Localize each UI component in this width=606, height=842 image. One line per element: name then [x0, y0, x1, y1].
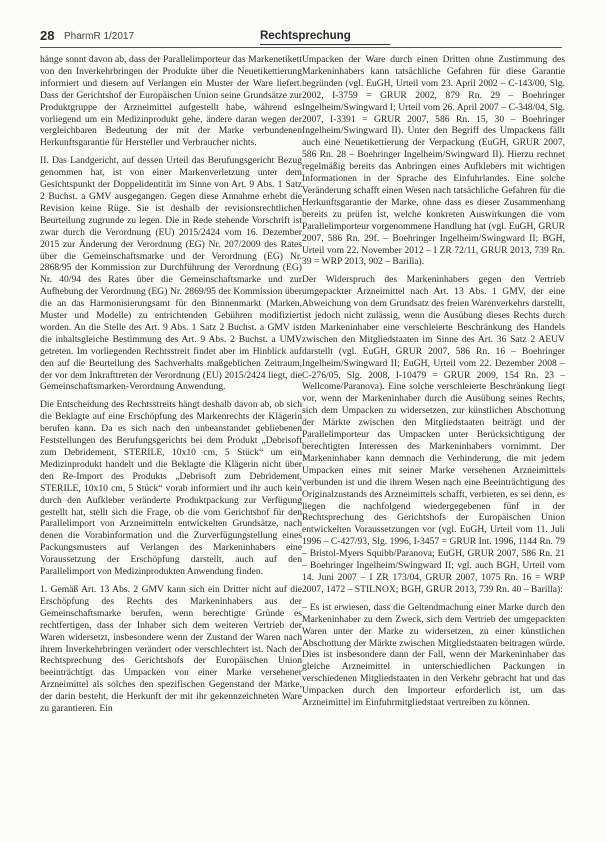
page-number: 28	[40, 28, 55, 43]
section-title: Rechtsprechung	[260, 30, 390, 45]
paragraph: Umpacken der Ware durch einen Dritten ohne Zustimmung des Markeninhabers kann tatsächliche Gefahren für diese Garantie begründen (vgl. EuGH, Urteil vom 23. April 2002 – C-143/00, Slg. 2002, I-3759 = GRUR 2002, 879 Rn. 29 – Boehringer Ingelheim/Swingward I; Urteil vom 26. April 2007 – C-348/04, Slg. 2007, I-3391 = GRUR 2007, 586 Rn. 15, 30 – Boehringer Ingelheim/Swingward II). Unter den Begriff des Umpackens fällt auch eine Neuetikettierung der Verpackung (EuGH, GRUR 2007, 586 Rn. 28 – Boehringer Ingelheim/Swingward II). Hierzu rechnet regelmäßig bereits das Anbringen eines Aufklebers mit wichtigen Informationen in der Sprache des Einfuhrlandes. Eine solche Veränderung schafft einen Wesen nach tatsächliche Gefahren für die Herkunftsgarantie der Marke, ohne dass es dieser Zusammenhang bereits zu prüfen ist, welche konkreten Auswirkungen die vom Parallelimporteur vorgenommene Handlung hat (vgl. EuGH, GRUR 2007, 586 Rn. 29f. – Boehringer Ingelheim/Swingward II; BGH, Urteil vom 22. November 2012 – I ZR 72/11, GRUR 2013, 739 Rn. 39 = WRP 2013, 902 – Barilla).	[302, 54, 565, 268]
right-column	[302, 54, 565, 715]
paragraph: Die Entscheidung des Rechtsstreits hängt deshalb davon ab, ob sich die Beklagte auf eine Erschöpfung des Markenrechts der Klägerin berufen kann. Da es sich nach den unbeanstandet gebliebenen Feststellungen des Berufungsgerichts bei dem Produkt „Debrisoft zum Debridement, STERILE, 10x10 cm, 5 Stück“ um ein Medizinprodukt handelt und die Beklagte die Klägerin nicht über den Re-Import des Produkts „Debrisoft zum Debridement, STERILE, 10x10 cm, 5 Stück“ vorab informiert und ihr auch kein durch den Aufkleber veränderte Produktpackung zur Verfügung gestellt hat, stellt sich die Frage, ob die vom Gerichtshof für den Parallelimport von Arzneimitteln entwickelten Grundsätze, nach denen die Vorabinformation und die Zurverfügungstellung eines Packungsmusters auf Verlangen des Markeninhabers eine Voraussetzung der Erschöpfung darstellt, auch auf den Parallelimport von Medizinprodukten Anwendung finden.	[40, 399, 302, 578]
journal-title: PharmR 1/2017	[64, 31, 135, 42]
paragraph: Der Widerspruch des Markeninhabers gegen den Vertrieb umgepackter Arzneimittel nach Art. 13 Abs. 1 GMV, der eine Abweichung von dem Grundsatz des freien Warenverkehrs darstellt, ist jedoch nicht zulässig, wenn die Ausübung dieses Rechts durch den Markeninhaber eine verschleierte Beschränkung des Handels zwischen den Mitgliedstaaten im Sinne des Art. 36 Satz 2 AEUV darstellt (vgl. EuGH, GRUR 2007, 586 Rn. 16 – Boehringer Ingelheim/Swingward II; EuGH, Urteil vom 22. Dezember 2008 – C-276/05, Slg. 2008, I-10479 = GRUR 2009, 154 Rn. 23 – Wellcome/Paranova). Eine solche verschleierte Beschränkung liegt vor, wenn der Markeninhaber durch die Ausübung seines Rechts, sich dem Umpacken zu widersetzen, zur künstlichen Abschottung der Märkte zwischen den Mitgliedstaaten beiträgt und der Parallelimporteur das Umpacken unter Berücksichtigung der berechtigten Interessen des Markeninhabers vornimmt. Der Markeninhaber kann demnach die Verhinderung, die mit jedem Umpacken eines mit seiner Marke versehenen Arzneimittels verbunden ist und die ihrem Wesen nach eine Beeinträchtigung des Originalzustands des Arzneimittels schafft, verbieten, es sei denn, es liegen die nachfolgend wiedergegebenen fünf in der Rechtsprechung des Gerichtshofs der Europäischen Union entwickelten Voraussetzungen vor (vgl. EuGH, Urteil vom 11. Juli 1996 – C-427/93, Slg. 1996, I-3457 = GRUR Int. 1996, 1144 Rn. 79 – Bristol-Myers Squibb/Paranova; EuGH, GRUR 2007, 586 Rn. 21 – Boehringer Ingelheim/Swingward II; vgl. auch BGH, Urteil vom 14. Juni 2007 – I ZR 173/04, GRUR 2007, 1075 Rn. 16 = WRP 2007, 1472 – STILNOX; BGH, GRUR 2013, 739 Rn. 40 – Barilla):	[302, 274, 565, 595]
paragraph: 1. Gemäß Art. 13 Abs. 2 GMV kann sich ein Dritter nicht auf die Erschöpfung des Rechts des Markeninhabers aus der Gemeinschaftsmarke berufen, wenn berechtigte Gründe es rechtfertigen, dass der Inhaber sich dem weiteren Vertrieb der Waren widersetzt, insbesondere wenn der Zustand der Waren nach ihrem Inverkehrbringen verändert oder verschlechtert ist. Nach der Rechtsprechung des Gerichtshofs der Europäischen Union beeinträchtigt das Umpacken von einer Marke versehener Arzneimittel als solches den spezifischen Gegenstand der Marke, der darin besteht, die Herkunft der mit ihr gekennzeichneten Ware zu garantieren. Ein	[40, 583, 302, 715]
header-rule	[40, 47, 562, 48]
paragraph: hänge sonnt davon ab, dass der Parallelimporteur das Markenetikett von den Inverkehrbringen der Produkte über die Neuetikettierung informiert und diesem auf Verlangen ein Muster der Ware liefert. Dass der Gerichtshof der Europäischen Union seine Grundsätze zur Produktgruppe der Arzneimittel aufgestellt habe, während es vorliegend um ein Medizinprodukt gehe, ändere daran wegen der vergleichbaren Bedeutung der mit der Marke verbundenen Herkunftsgarantie für Hersteller und Verbraucher nichts.	[40, 54, 302, 149]
left-column	[40, 54, 302, 721]
paragraph: – Es ist erwiesen, dass die Geltendmachung einer Marke durch den Markeninhaber zu dem Zweck, sich dem Vertrieb der umgepackten Waren unter der Marke zu widersetzen, zu einer künstlichen Abschottung der Märkte zwischen Mitgliedstaaten beitragen würde. Dies ist insbesondere dann der Fall, wenn der Markeninhaber das gleiche Arzneimittel in unterschiedlichen Packungen in verschiedenen Mitgliedstaaten in den Verkehr gebracht hat und das Umpacken durch den Importeur erforderlich ist, um das Arzneimittel im Einfuhrmitgliedstaat vertreiben zu können.	[302, 601, 565, 709]
paragraph: II. Das Landgericht, auf dessen Urteil das Berufungsgericht Bezug genommen hat, ist von einer Markenverletzung unter dem Gesichtspunkt der Doppelidentität im Sinne von Art. 9 Abs. 1 Satz 2 Buchst. a GMV ausgegangen. Gegen diese Annahme erhebt die Revision keine Rüge. Sie ist deshalb der revisionsrechtlichen Beurteilung zugrunde zu legen. Die in Rede stehende Vorschrift ist zwar durch die Verordnung (EU) 2015/2424 vom 16. Dezember 2015 zur Änderung der Verordnung (EG) Nr. 207/2009 des Rates über die Gemeinschaftsmarke und der Verordnung (EG) Nr. 2868/95 der Kommission zur Durchführung der Verordnung (EG) Nr. 40/94 des Rates über die Gemeinschaftsmarke und zur Aufhebung der Verordnung (EG) Nr. 2869/95 der Kommission über die an das Harmonisierungsamt für den Binnenmarkt (Marken, Muster und Modelle) zu entrichtenden Gebühren modifiziert worden. An die Stelle des Art. 9 Abs. 1 Satz 2 Buchst. a GMV ist die inhaltsgleiche Bestimmung des Art. 9 Abs. 2 Buchst. a UMV getreten. Im vorliegenden Rechtsstreit findet aber im Hinblick auf den auf die Beurteilung des Sachverhalts maßgeblichen Zeitraum, der vor dem Inkrafttreten der Verordnung (EU) 2015/2424 liegt, die Gemeinschaftsmarken-Verordnung Anwendung.	[40, 155, 302, 393]
